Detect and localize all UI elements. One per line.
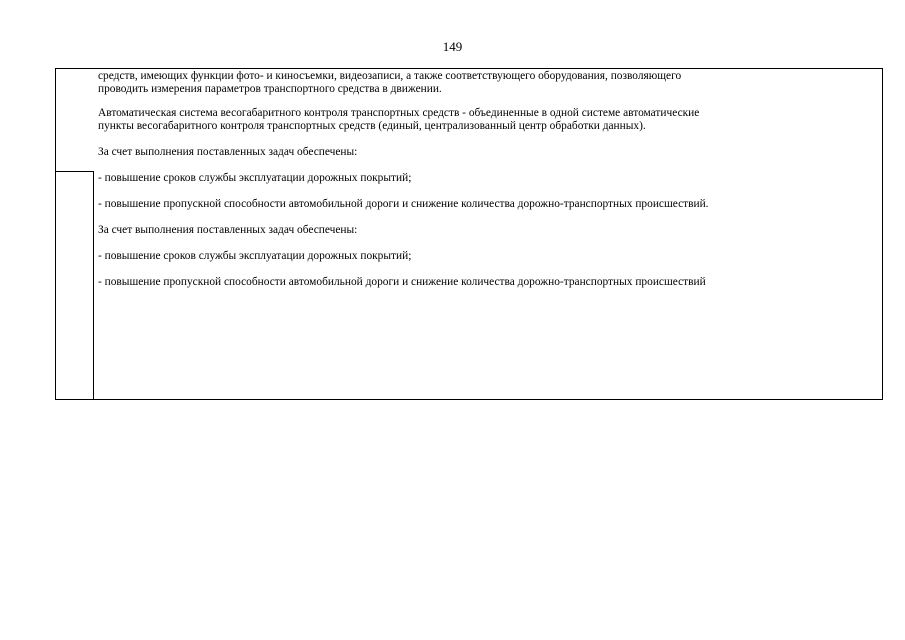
column-divider <box>93 171 94 400</box>
text-line: За счет выполнения поставленных задач обеспечены: <box>98 224 358 236</box>
list-item: - повышение пропускной способности автомобильной дороги и снижение количества дорожно-транспортных происшествий. <box>98 198 709 210</box>
table-frame <box>55 68 883 400</box>
text-line: средств, имеющих функции фото- и киносъемки, видеозаписи, а также соответствующего оборудования, позволяющего <box>98 70 682 82</box>
text-line: Автоматическая система весогабаритного контроля транспортных средств - объединенные в одной системе автоматические <box>98 107 700 119</box>
list-item: - повышение сроков службы эксплуатации дорожных покрытий; <box>98 250 412 262</box>
list-item: - повышение пропускной способности автомобильной дороги и снижение количества дорожно-транспортных происшествий <box>98 276 706 288</box>
text-line: За счет выполнения поставленных задач обеспечены: <box>98 146 358 158</box>
table-left-column <box>56 69 93 399</box>
table-content-cell <box>98 70 878 289</box>
text-line: проводить измерения параметров транспортного средства в движении. <box>98 83 442 95</box>
text-line: пункты весогабаритного контроля транспортных средств (единый, централизованный центр обработки данных). <box>98 120 646 132</box>
list-item: - повышение сроков службы эксплуатации дорожных покрытий; <box>98 172 412 184</box>
page-number: 149 <box>442 39 463 54</box>
row-divider <box>56 171 94 172</box>
